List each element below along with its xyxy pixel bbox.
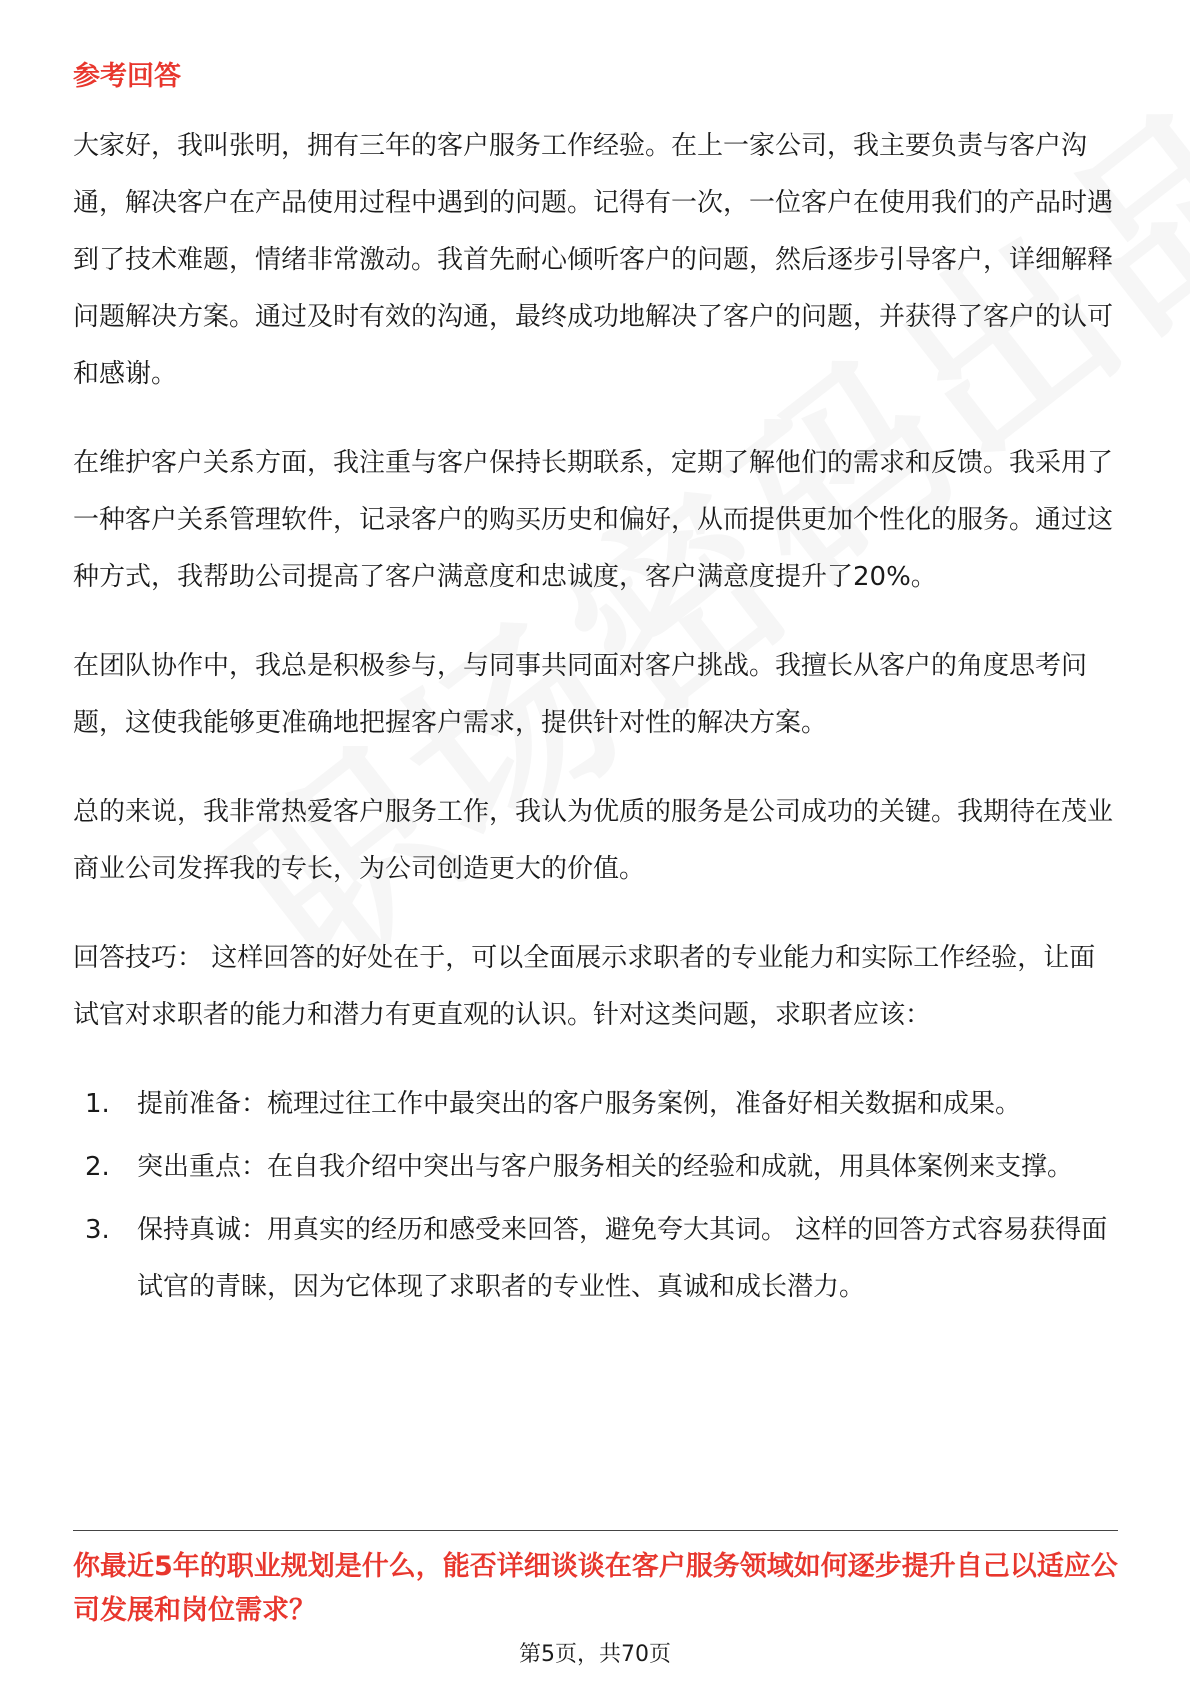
divider — [73, 1530, 1118, 1531]
list-number: 2. — [85, 1152, 110, 1182]
list-item — [73, 1202, 1118, 1316]
list-text: 保持真诚：用真实的经历和感受来回答，避免夸大其词。 这样的回答方式容易获得面试官的青睐，因为它体现了求职者的专业性、真诚和成长潜力。 — [137, 1215, 1108, 1302]
paragraph-intro: 大家好，我叫张明，拥有三年的客户服务工作经验。在上一家公司，我主要负责与客户沟通，解决客户在产品使用过程中遇到的问题。记得有一次，一位客户在使用我们的产品时遇到了技术难题，情绪非常激动。我首先耐心倾听客户的问题，然后逐步引导客户，详细解释问题解决方案。通过及时有效的沟通，最终成功地解决了客户的问题，并获得了客户的认可和感谢。 — [73, 131, 1114, 389]
section-title: 参考回答 — [73, 61, 181, 92]
list-number: 3. — [85, 1215, 110, 1245]
list-item — [73, 1076, 1118, 1133]
list-text: 提前准备：梳理过往工作中最突出的客户服务案例，准备好相关数据和成果。 — [137, 1089, 1022, 1119]
answer-tips: 回答技巧： 这样回答的好处在于，可以全面展示求职者的专业能力和实际工作经验，让面试官对求职者的能力和潜力有更直观的认识。针对这类问题，求职者应该： — [73, 943, 1096, 1030]
page-footer: 第5页，共70页 — [519, 1642, 671, 1667]
list-item — [73, 1139, 1118, 1196]
tip-list — [73, 1076, 1118, 1316]
list-number: 1. — [85, 1089, 110, 1119]
answer-content — [73, 118, 1118, 1322]
list-text: 突出重点：在自我介绍中突出与客户服务相关的经验和成就，用具体案例来支撑。 — [137, 1152, 1074, 1182]
next-question: 你最近5年的职业规划是什么，能否详细谈谈在客户服务领域如何逐步提升自己以适应公司发展和岗位需求？ — [73, 1551, 1118, 1626]
paragraph-teamwork: 在团队协作中，我总是积极参与，与同事共同面对客户挑战。我擅长从客户的角度思考问题，这使我能够更准确地把握客户需求，提供针对性的解决方案。 — [73, 651, 1088, 738]
paragraph-relationship: 在维护客户关系方面，我注重与客户保持长期联系，定期了解他们的需求和反馈。我采用了一种客户关系管理软件，记录客户的购买历史和偏好，从而提供更加个性化的服务。通过这种方式，我帮助公司提高了客户满意度和忠诚度，客户满意度提升了20%。 — [73, 448, 1114, 592]
paragraph-summary: 总的来说，我非常热爱客户服务工作，我认为优质的服务是公司成功的关键。我期待在茂业商业公司发挥我的专长，为公司创造更大的价值。 — [73, 797, 1114, 884]
